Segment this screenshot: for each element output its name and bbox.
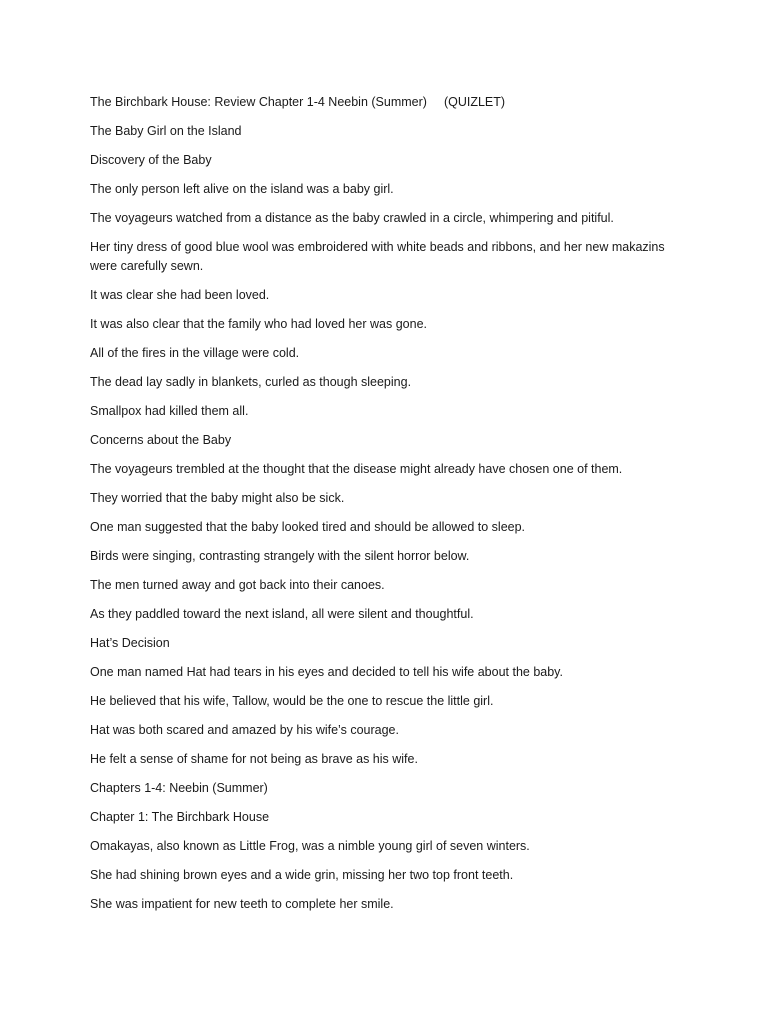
paragraph: She had shining brown eyes and a wide grin, missing her two top front teeth.: [90, 868, 514, 882]
paragraph: The Baby Girl on the Island: [90, 124, 242, 138]
paragraph: Hat was both scared and amazed by his wife’s courage.: [90, 723, 399, 737]
paragraph: One man named Hat had tears in his eyes and decided to tell his wife about the baby.: [90, 665, 563, 679]
paragraph: The dead lay sadly in blankets, curled as though sleeping.: [90, 375, 412, 389]
paragraph: All of the fires in the village were cold.: [90, 346, 300, 360]
paragraph: They worried that the baby might also be sick.: [90, 491, 345, 505]
paragraph: The voyageurs watched from a distance as the baby crawled in a circle, whimpering and pitiful.: [90, 211, 614, 225]
paragraph: He felt a sense of shame for not being as brave as his wife.: [90, 752, 418, 766]
paragraph: Chapters 1-4: Neebin (Summer): [90, 781, 268, 795]
paragraph: The voyageurs trembled at the thought that the disease might already have chosen one of them.: [90, 462, 623, 476]
paragraph: Discovery of the Baby: [90, 153, 212, 167]
document-title-tag: (QUIZLET): [443, 95, 506, 109]
paragraph-list: [90, 122, 690, 914]
paragraph: The only person left alive on the island was a baby girl.: [90, 182, 394, 196]
paragraph: One man suggested that the baby looked tired and should be allowed to sleep.: [90, 520, 526, 534]
paragraph: Omakayas, also known as Little Frog, was a nimble young girl of seven winters.: [90, 839, 530, 853]
paragraph: Her tiny dress of good blue wool was embroidered with white beads and ribbons, and her new makazins were carefully sewn.: [90, 240, 665, 273]
paragraph: He believed that his wife, Tallow, would be the one to rescue the little girl.: [90, 694, 494, 708]
paragraph: It was also clear that the family who had loved her was gone.: [90, 317, 427, 331]
paragraph: The men turned away and got back into their canoes.: [90, 578, 385, 592]
paragraph: Chapter 1: The Birchbark House: [90, 810, 270, 824]
paragraph: Concerns about the Baby: [90, 433, 232, 447]
document-page: [90, 93, 690, 924]
paragraph: It was clear she had been loved.: [90, 288, 270, 302]
paragraph: Birds were singing, contrasting strangely with the silent horror below.: [90, 549, 470, 563]
document-title: The Birchbark House: Review Chapter 1-4 Neebin (Summer): [90, 95, 427, 109]
paragraph: As they paddled toward the next island, all were silent and thoughtful.: [90, 607, 474, 621]
document-title-row: [90, 93, 690, 112]
paragraph: Hat’s Decision: [90, 636, 170, 650]
paragraph: She was impatient for new teeth to complete her smile.: [90, 897, 394, 911]
paragraph: Smallpox had killed them all.: [90, 404, 249, 418]
